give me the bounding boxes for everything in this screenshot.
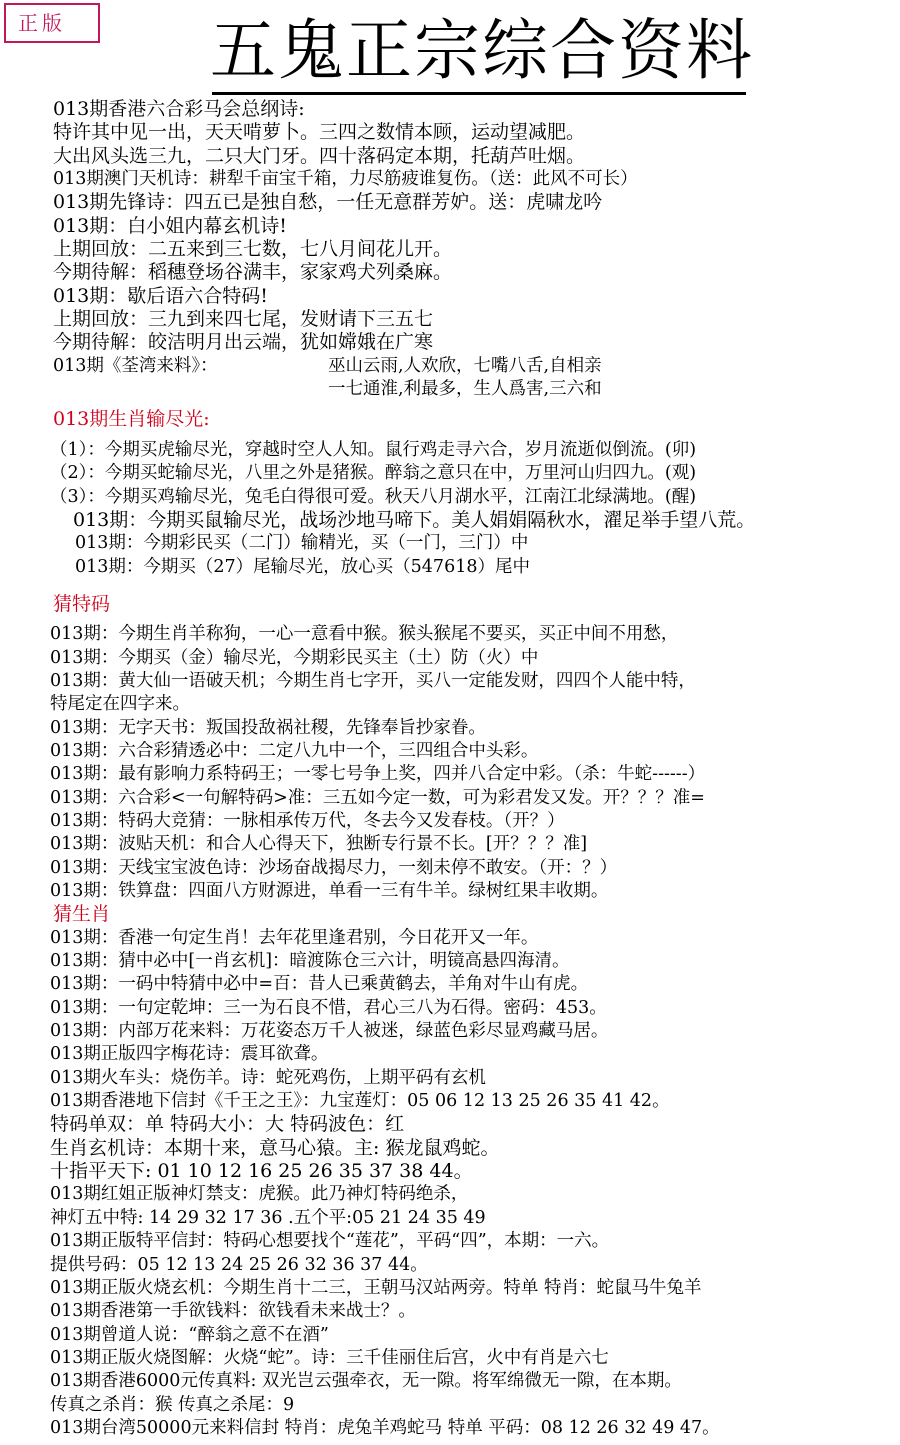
text-line: 013期曾道人说：“醉翁之意不在酒” [50, 1324, 329, 1345]
text-line: 013期：最有影响力系特码王；一零七号争上奖，四并八合定中彩。（杀：牛蛇------） [50, 764, 706, 785]
text-line: 013期：今期生肖羊称狗，一心一意看中猴。猴头猴尾不要买，买正中间不用愁， [50, 624, 679, 645]
text-line: 013期正版火烧玄机：今期生肖十二三，王朝马汉站两旁。特单 特肖：蛇鼠马牛兔羊 [50, 1277, 702, 1298]
text-line: 013期：白小姐内幕玄机诗! [53, 214, 287, 237]
text-line: 013期先锋诗：四五已是独自愁，一任无意群芳妒。送：虎啸龙吟 [53, 191, 603, 214]
text-line: 013期正版火烧图解：火烧“蛇”。诗：三千佳丽住后宫，火中有肖是六七 [50, 1347, 609, 1368]
text-line: 013期：今期买（27）尾输尽光，放心买（547618）尾中 [75, 556, 530, 577]
text-line: 传真之杀肖：猴 传真之杀尾：9 [50, 1394, 295, 1415]
text-line: 今期待解：稻穗登场谷满丰，家家鸡犬列桑麻。 [53, 261, 453, 284]
text-line: 013期台湾50000元来料信封 特肖：虎兔羊鸡蛇马 特单 平码：08 12 26 32 49 47。 [50, 1417, 720, 1438]
text-line: 013期火车头：烧伤羊。诗：蛇死鸡伤，上期平码有玄机 [50, 1067, 486, 1088]
text-line: 013期香港地下信封《千王之王》：九宝莲灯：05 06 12 13 25 26 35 41 42。 [50, 1091, 670, 1112]
text-line: 013期：无字天书：叛国投敌祸社稷，先锋奉旨抄家眷。 [50, 717, 486, 738]
text-line: 013期：黄大仙一语破天机；今期生肖七字开，买八一定能发财，四四个人能中特， [50, 670, 696, 691]
text-line: 013期：六合彩猜透必中：二定八九中一个，三四组合中头彩。 [50, 740, 539, 761]
document-body [0, 98, 900, 1440]
section-heading: 013期生肖输尽光: [53, 408, 210, 431]
text-line: 013期：波贴天机：和合人心得天下，独断专行景不长。[开？？？准] [50, 834, 588, 855]
text-line: 013期：六合彩<一句解特码>准：三五如今定一数，可为彩君发又发。开？？？准= [50, 787, 705, 808]
text-line: 013期：一码中特猜中必中=百：昔人已乘黄鹤去，羊角对牛山有虎。 [50, 974, 589, 995]
text-line: 特尾定在四字来。 [50, 694, 190, 715]
quanwan-line-2 [0, 378, 900, 401]
text-line: 013期：天线宝宝波色诗：沙场奋战揭尽力，一刻未停不敢安。（开：？） [50, 857, 618, 878]
text-line: 013期：歇后语六合特码! [53, 284, 268, 307]
quanwan-line-1 [0, 355, 900, 378]
text-line: 今期待解：皎洁明月出云端，犹如嫦娥在广寒 [53, 331, 434, 354]
text-line: 生肖玄机诗：本期十来，意马心猿。主: 猴龙鼠鸡蛇。 [50, 1136, 500, 1159]
section-heading: 猜生肖 [53, 903, 111, 926]
text-line: （2）：今期买蛇输尽光，八里之外是猪猴。醉翁之意只在中，万里河山归四九。(观) [50, 463, 697, 484]
section-heading: 猜特码 [53, 592, 111, 615]
quanwan-text-1: 巫山云雨,人欢欣，七嘴八舌,自相亲 [328, 355, 602, 376]
text-line: 013期香港六合彩马会总纲诗: [53, 98, 305, 120]
text-line: 013期：今期买（金）输尽光，今期彩民买主（土）防（火）中 [50, 647, 539, 668]
text-line: 十指平天下: 01 10 12 16 25 26 35 37 38 44。 [50, 1160, 473, 1183]
text-line: 013期：今期彩民买（二门）输精光，买（一门，三门）中 [75, 533, 529, 554]
title-underline [212, 92, 746, 95]
page-title: 五鬼正宗综合资料 [210, 12, 754, 89]
text-line: 013期香港第一手欲钱料：欲钱看未来战士？。 [50, 1301, 416, 1322]
text-line: 特码单双：单 特码大小：大 特码波色：红 [50, 1113, 405, 1136]
genuine-stamp: 正版 [4, 3, 100, 43]
text-line: 013期澳门天机诗：耕犁千亩宝千箱，力尽筋疲谁复伤。（送：此风不可长） [53, 169, 638, 190]
text-line: 013期：内部万花来料：万花姿态万千人被迷，绿蓝色彩尽显鸡藏马居。 [50, 1021, 609, 1042]
text-line: （1）：今期买虎输尽光，穿越时空人人知。鼠行鸡走寻六合，岁月流逝似倒流。(卯) [50, 439, 697, 460]
text-line: （3）：今期买鸡输尽光，兔毛白得很可爱。秋天八月湖水平，江南江北绿满地。(醒) [50, 486, 697, 507]
text-line: 上期回放：三九到来四七尾，发财请下三五七 [53, 308, 434, 331]
text-line: 013期香港6000元传真料: 双光岂云强牵衣，无一隙。将军绵微无一隙，在本期。 [50, 1371, 682, 1392]
quanwan-text-2: 一七通淮,利最多，生人爲害,三六和 [328, 379, 602, 400]
text-line: 013期：铁算盘：四面八方财源进，单看一三有牛羊。绿树红果丰收期。 [50, 881, 609, 901]
text-line: 013期：今期买鼠输尽光，战场沙地马啼下。美人娟娟隔秋水，濯足举手望八荒。 [73, 508, 756, 531]
text-line: 大出风头选三九，二只大门牙。四十落码定本期，托葫芦吐烟。 [53, 144, 586, 167]
text-line: 013期：猜中必中[一肖玄机]：暗渡陈仓三六计，明镜高悬四海清。 [50, 951, 570, 972]
text-line: 013期正版特平信封：特码心想要找个“莲花”，平码“四”，本期：一六。 [50, 1231, 610, 1252]
text-line: 013期：一句定乾坤：三一为石良不惜，君心三八为石得。密码：453。 [50, 997, 607, 1018]
text-line: 013期：香港一句定生肖！去年花里逢君别，今日花开又一年。 [50, 927, 539, 948]
text-line: 013期红姐正版神灯禁支：虎猴。此乃神灯特码绝杀， [50, 1184, 469, 1205]
quanwan-label: 013期《荃湾来料》： [53, 355, 218, 376]
text-line: 神灯五中特: 14 29 32 17 36 .五个平:05 21 24 35 49 [50, 1207, 486, 1228]
text-line: 特许其中见一出，天天啃萝卜。三四之数情本顾，运动望减肥。 [53, 121, 586, 144]
text-line: 提供号码：05 12 13 24 25 26 32 36 37 44。 [50, 1254, 428, 1275]
text-line: 013期：特码大竞猜：一脉相承传万代，冬去今又发春枝。（开？） [50, 810, 565, 831]
text-line: 013期正版四字梅花诗：震耳欲聋。 [50, 1044, 329, 1065]
text-line: 上期回放：二五来到三七数，七八月间花儿开。 [53, 238, 453, 261]
